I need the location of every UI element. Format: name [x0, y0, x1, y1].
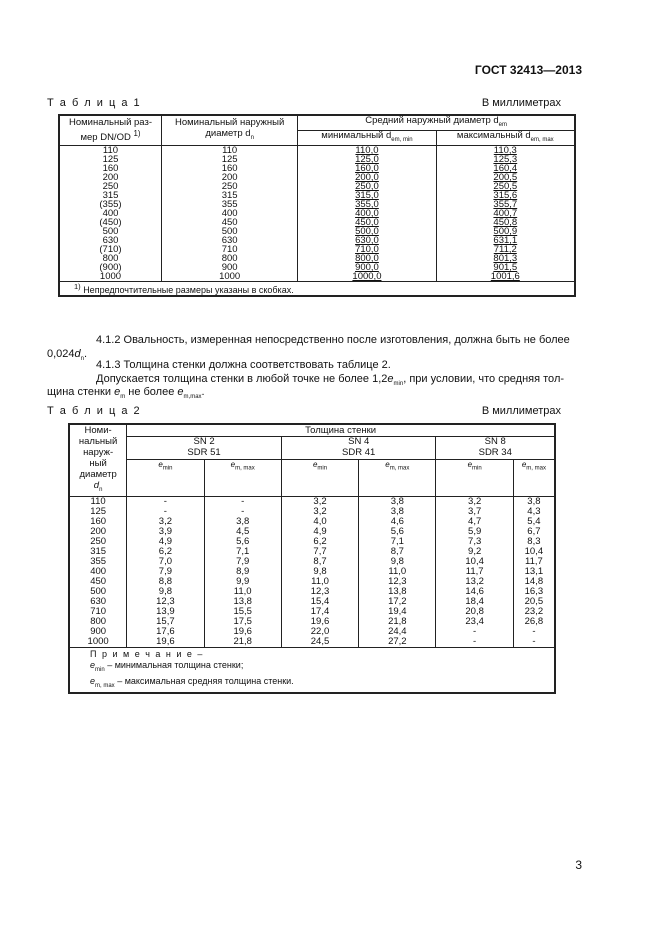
table-cell: 355	[69, 557, 127, 567]
paragraph-4-1-3: 4.1.3 Толщина стенки должна соответствовать таблице 2.	[96, 359, 391, 371]
table1-caption: Т а б л и ц а 1	[47, 97, 142, 109]
table-cell: 630	[161, 236, 297, 245]
table-cell: 450	[69, 577, 127, 587]
table-cell: 7,3	[436, 537, 513, 547]
table-cell: 13,8	[204, 597, 281, 607]
table-cell: 400	[69, 567, 127, 577]
table-cell: -	[127, 496, 204, 507]
table2-note: П р и м е ч а н и е – $e_{min}$ – минимальная толщина стенки; $e_{m, max}$ – максимальная средняя толщина стенки.	[69, 647, 555, 693]
table-cell: 125,3	[436, 155, 575, 164]
table-cell: 125,0	[298, 155, 436, 164]
table-cell: 400	[161, 209, 297, 218]
table2-units: В миллиметрах	[481, 405, 561, 417]
table-cell: 3,2	[281, 496, 358, 507]
table-cell: 900	[161, 263, 297, 272]
table1-body	[59, 145, 575, 281]
table-row	[69, 517, 555, 527]
table-cell: 800,0	[298, 254, 436, 263]
table-cell: 17,5	[204, 617, 281, 627]
table-cell: 1000,0	[298, 272, 436, 282]
table2-header-emin: $e_{min}$	[436, 459, 513, 496]
table-cell: 15,4	[281, 597, 358, 607]
table2-group-sdr: SDR 41	[281, 448, 436, 459]
table-cell: 20,8	[436, 607, 513, 617]
standard-header: ГОСТ 32413—2013	[474, 63, 582, 77]
table-cell: 11,7	[513, 557, 555, 567]
table-cell: 13,1	[513, 567, 555, 577]
table-cell: 17,4	[281, 607, 358, 617]
table-cell: 1001,6	[436, 272, 575, 282]
table2-header-emin: $e_{min}$	[127, 459, 204, 496]
table-row	[69, 537, 555, 547]
table-cell: 9,9	[204, 577, 281, 587]
table2-header-emax: $e_{m, max}$	[204, 459, 281, 496]
paragraph-4-1-2: 4.1.2 Овальность, измеренная непосредственно после изготовления, должна быть не более	[96, 334, 570, 346]
table-cell: 7,0	[127, 557, 204, 567]
table-cell: 18,4	[436, 597, 513, 607]
table-cell: 7,1	[359, 537, 436, 547]
table2-header-emin: $e_{min}$	[281, 459, 358, 496]
paragraph-4-1-2-cont: $0,024d_n$.	[47, 348, 88, 363]
table-cell: 21,8	[204, 637, 281, 648]
table-cell: 8,7	[281, 557, 358, 567]
table-cell: 6,2	[127, 547, 204, 557]
table-cell: 800	[69, 617, 127, 627]
table-cell: 19,6	[204, 627, 281, 637]
table-cell: 500	[69, 587, 127, 597]
table-cell: -	[513, 627, 555, 637]
table-cell: 4,9	[127, 537, 204, 547]
table-cell: 7,1	[204, 547, 281, 557]
table-cell: 20,5	[513, 597, 555, 607]
table-cell: 21,8	[359, 617, 436, 627]
table-cell: 710	[161, 245, 297, 254]
paragraph-4-1-3-b: Допускается толщина стенки в любой точке не более $1,2e_{min}$, при условии, что средняя тол-	[96, 373, 565, 388]
table-cell: 4,0	[281, 517, 358, 527]
table-cell: 7,9	[127, 567, 204, 577]
table-cell: 355	[161, 200, 297, 209]
table2-header-nominal: Номи- нальный наруж- ный диаметр $d_n$	[69, 424, 127, 496]
table-cell: 3,8	[513, 496, 555, 507]
table-cell: 12,3	[281, 587, 358, 597]
table-cell: 125	[161, 155, 297, 164]
table-cell: 500	[59, 227, 161, 236]
table-cell: 200	[161, 173, 297, 182]
table-cell: 3,8	[359, 507, 436, 517]
table-cell: 27,2	[359, 637, 436, 648]
table-cell: 125	[59, 155, 161, 164]
table-cell: -	[436, 637, 513, 648]
table-cell: 315	[59, 191, 161, 200]
table1	[58, 114, 576, 297]
table-cell: 3,8	[204, 517, 281, 527]
table-cell: 450,0	[298, 218, 436, 227]
table-cell: (710)	[59, 245, 161, 254]
table-row	[69, 496, 555, 507]
table-cell: 8,8	[127, 577, 204, 587]
table-cell: 400,0	[298, 209, 436, 218]
table-cell: 710,0	[298, 245, 436, 254]
table-cell: 315,6	[436, 191, 575, 200]
table2-group-sn: SN 8	[436, 437, 555, 448]
table-cell: 4,7	[436, 517, 513, 527]
table-cell: 315,0	[298, 191, 436, 200]
table-cell: 17,6	[127, 627, 204, 637]
table-cell: 631,1	[436, 236, 575, 245]
table-cell: 500	[161, 227, 297, 236]
table-cell: 24,4	[359, 627, 436, 637]
table2-header-emax: $e_{m, max}$	[513, 459, 555, 496]
table-cell: 9,8	[281, 567, 358, 577]
table-cell: 3,9	[127, 527, 204, 537]
table-cell: 4,9	[281, 527, 358, 537]
table-cell: 6,7	[513, 527, 555, 537]
table2	[68, 423, 556, 694]
table-cell: 14,6	[436, 587, 513, 597]
table-cell: 3,8	[359, 496, 436, 507]
table-cell: 14,8	[513, 577, 555, 587]
table-cell: 901,5	[436, 263, 575, 272]
table2-group-sn: SN 4	[281, 437, 436, 448]
table-cell: 8,9	[204, 567, 281, 577]
table-cell: 3,2	[127, 517, 204, 527]
table-cell: 19,4	[359, 607, 436, 617]
table1-header-mean-outer: Средний наружный диаметр $d_{em}$	[298, 115, 575, 130]
table-cell: 5,6	[204, 537, 281, 547]
table-cell: -	[436, 627, 513, 637]
table-cell: 110	[69, 496, 127, 507]
table-cell: 11,0	[359, 567, 436, 577]
table-cell: 5,9	[436, 527, 513, 537]
table-cell: 630,0	[298, 236, 436, 245]
page-number: 3	[575, 858, 582, 872]
table-cell: -	[204, 496, 281, 507]
table-cell: 800	[59, 254, 161, 263]
table2-body	[69, 496, 555, 647]
table-cell: 17,2	[359, 597, 436, 607]
table-cell: 200	[69, 527, 127, 537]
table-cell: 355,0	[298, 200, 436, 209]
table-cell: 710	[69, 607, 127, 617]
table-cell: 4,5	[204, 527, 281, 537]
paragraph-4-1-3-c: щина стенки $e_m$ не более $e_{m,max}$.	[47, 386, 205, 401]
table-cell: (900)	[59, 263, 161, 272]
table-cell: 801,3	[436, 254, 575, 263]
table2-group-sdr: SDR 34	[436, 448, 555, 459]
table-cell: 5,4	[513, 517, 555, 527]
table-cell: 200	[59, 173, 161, 182]
table1-header-min: минимальный $d_{em, min}$	[298, 130, 436, 145]
table-cell: 1000	[69, 637, 127, 648]
table-cell: 450	[161, 218, 297, 227]
table2-group-sdr: SDR 51	[127, 448, 282, 459]
table-cell: 23,4	[436, 617, 513, 627]
table-cell: 315	[161, 191, 297, 200]
table1-header-max: максимальный $d_{em, max}$	[436, 130, 575, 145]
table-cell: 110	[59, 145, 161, 155]
table-cell: 3,7	[436, 507, 513, 517]
table-cell: 160,4	[436, 164, 575, 173]
table-cell: 8,3	[513, 537, 555, 547]
table-cell: 11,0	[281, 577, 358, 587]
table2-header-wall: Толщина стенки	[127, 424, 555, 437]
table2-caption: Т а б л и ц а 2	[47, 405, 142, 417]
table-cell: 200,5	[436, 173, 575, 182]
table-cell: 400,7	[436, 209, 575, 218]
table-cell: 22,0	[281, 627, 358, 637]
table-cell: 250	[59, 182, 161, 191]
table-cell: 23,2	[513, 607, 555, 617]
table-cell: 110,0	[298, 145, 436, 155]
table-cell: 355,7	[436, 200, 575, 209]
table-cell: 7,7	[281, 547, 358, 557]
table-cell: 19,6	[281, 617, 358, 627]
table-cell: 450,8	[436, 218, 575, 227]
table-cell: 315	[69, 547, 127, 557]
table-cell: -	[127, 507, 204, 517]
table-cell: (450)	[59, 218, 161, 227]
table-row	[69, 637, 555, 648]
table-cell: 160,0	[298, 164, 436, 173]
table-cell: 9,8	[127, 587, 204, 597]
table-cell: 1000	[161, 272, 297, 282]
table-cell: 711,2	[436, 245, 575, 254]
table-cell: 400	[59, 209, 161, 218]
table-cell: 110	[161, 145, 297, 155]
table-cell: 26,8	[513, 617, 555, 627]
table-cell: 800	[161, 254, 297, 263]
table-cell: 250	[161, 182, 297, 191]
table-cell: -	[513, 637, 555, 648]
table-cell: 13,9	[127, 607, 204, 617]
table-cell: 900,0	[298, 263, 436, 272]
table-cell: 19,6	[127, 637, 204, 648]
table-cell: 9,8	[359, 557, 436, 567]
table2-header-emax: $e_{m, max}$	[359, 459, 436, 496]
table-cell: 11,7	[436, 567, 513, 577]
table2-group-sn: SN 2	[127, 437, 282, 448]
table-cell: 12,3	[359, 577, 436, 587]
table-cell: 250,5	[436, 182, 575, 191]
table-row	[59, 272, 575, 282]
table-cell: (355)	[59, 200, 161, 209]
table-cell: 1000	[59, 272, 161, 282]
table-cell: 3,2	[436, 496, 513, 507]
table-cell: 13,2	[436, 577, 513, 587]
table-cell: 16,3	[513, 587, 555, 597]
table-cell: 500,9	[436, 227, 575, 236]
table-cell: 4,3	[513, 507, 555, 517]
table-cell: -	[204, 507, 281, 517]
table-cell: 630	[69, 597, 127, 607]
table-cell: 5,6	[359, 527, 436, 537]
table-cell: 11,0	[204, 587, 281, 597]
table-cell: 500,0	[298, 227, 436, 236]
table-cell: 110,3	[436, 145, 575, 155]
table-cell: 10,4	[436, 557, 513, 567]
table-row	[69, 527, 555, 537]
table-cell: 250,0	[298, 182, 436, 191]
table1-units: В миллиметрах	[481, 97, 561, 109]
table-cell: 630	[59, 236, 161, 245]
table-cell: 10,4	[513, 547, 555, 557]
table-cell: 4,6	[359, 517, 436, 527]
table-cell: 13,8	[359, 587, 436, 597]
table-cell: 125	[69, 507, 127, 517]
table-cell: 9,2	[436, 547, 513, 557]
table-cell: 160	[59, 164, 161, 173]
table-cell: 160	[69, 517, 127, 527]
table-row	[69, 507, 555, 517]
table1-header-nominal-outer: Номинальный наружный диаметр $d_n$	[161, 115, 297, 145]
table-cell: 200,0	[298, 173, 436, 182]
table-cell: 6,2	[281, 537, 358, 547]
table-cell: 3,2	[281, 507, 358, 517]
table1-header-dn: Номинальный раз- мер DN/OD $^{1)}$	[59, 115, 161, 145]
table-cell: 8,7	[359, 547, 436, 557]
table-cell: 15,5	[204, 607, 281, 617]
table1-footnote: $^{1)}$ Непредпочтительные размеры указаны в скобках.	[59, 281, 575, 296]
table-cell: 250	[69, 537, 127, 547]
table-cell: 7,9	[204, 557, 281, 567]
table-cell: 12,3	[127, 597, 204, 607]
table-cell: 160	[161, 164, 297, 173]
table-cell: 24,5	[281, 637, 358, 648]
table-cell: 15,7	[127, 617, 204, 627]
table-cell: 900	[69, 627, 127, 637]
